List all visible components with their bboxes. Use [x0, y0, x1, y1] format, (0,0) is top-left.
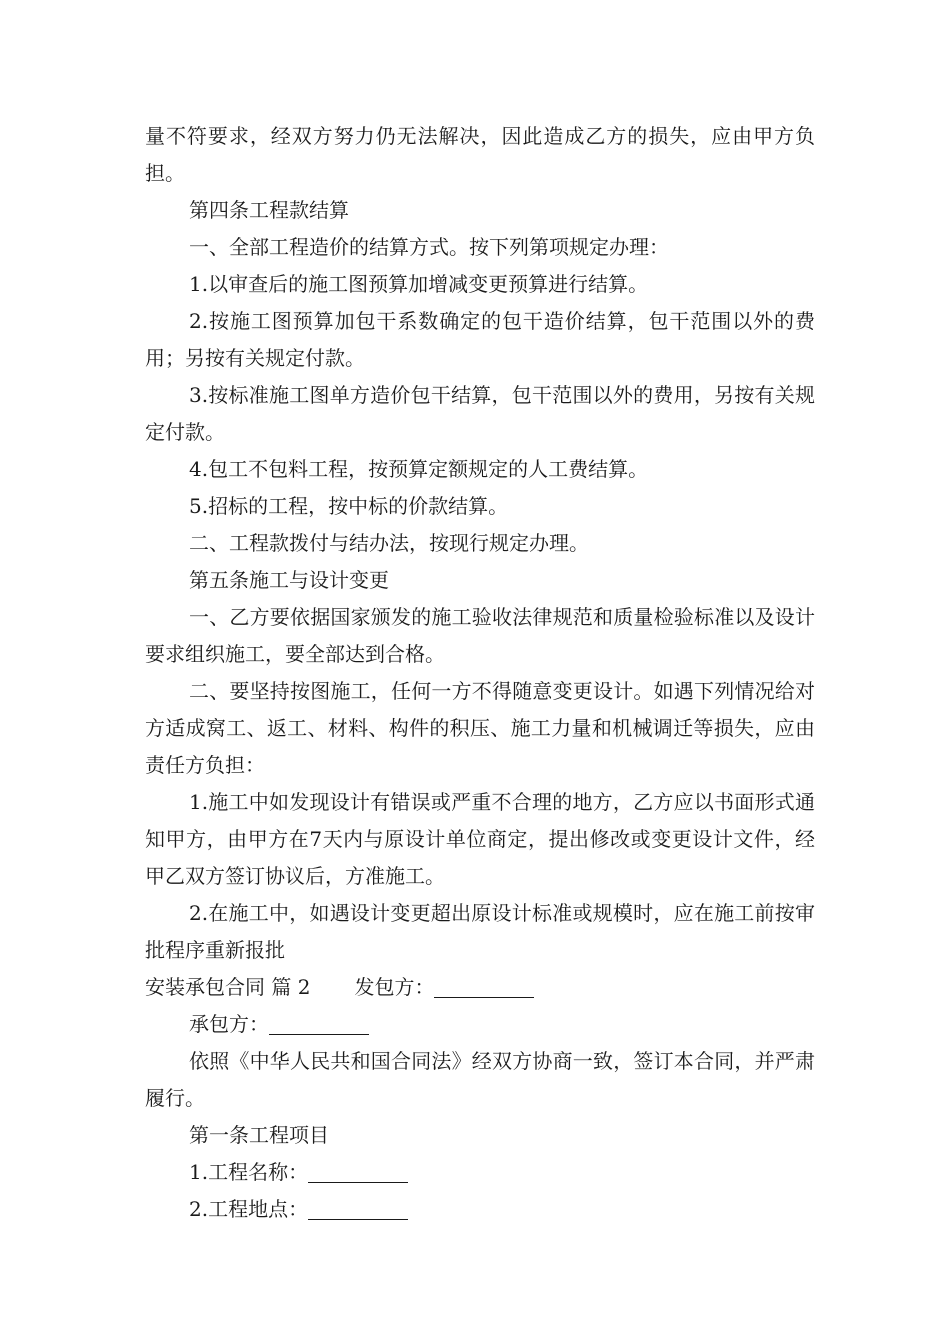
- project-name-blank-field: [308, 1160, 408, 1183]
- contract-section-heading: [145, 969, 815, 1006]
- paragraph: 一、全部工程造价的结算方式。按下列第项规定办理：: [189, 235, 669, 259]
- article-heading: 第一条工程项目: [189, 1123, 329, 1147]
- list-item: 1.以审查后的施工图预算加增减变更预算进行结算。: [189, 272, 649, 296]
- paragraph: 依照《中华人民共和国合同法》经双方协商一致，签订本合同，并严肃履行。: [145, 1049, 815, 1110]
- list-item: 4.包工不包料工程，按预算定额规定的人工费结算。: [189, 457, 649, 481]
- contractor-label: 承包方：: [189, 1012, 269, 1036]
- article-heading: 第五条施工与设计变更: [189, 568, 389, 592]
- contract-title: 安装承包合同 篇 2: [145, 975, 311, 999]
- paragraph: 二、要坚持按图施工，任何一方不得随意变更设计。如遇下列情况给对方适成窝工、返工、材料、构件的积压、施工力量和机械调迁等损失，应由责任方负担：: [145, 679, 815, 777]
- list-item: 2.按施工图预算加包干系数确定的包干造价结算，包干范围以外的费用；另按有关规定付款。: [145, 309, 815, 370]
- list-item: 2.在施工中，如遇设计变更超出原设计标准或规模时，应在施工前按审批程序重新报批: [145, 901, 815, 962]
- project-location-line: [145, 1191, 815, 1228]
- paragraph: 量不符要求，经双方努力仍无法解决，因此造成乙方的损失，应由甲方负担。: [145, 124, 815, 185]
- employer-label: 发包方：: [354, 975, 435, 999]
- project-name-label: 1.工程名称：: [189, 1160, 309, 1184]
- employer-blank-field: [434, 975, 534, 998]
- contractor-line: [145, 1006, 815, 1043]
- list-item: 1.施工中如发现设计有错误或严重不合理的地方，乙方应以书面形式通知甲方，由甲方在7天内与原设计单位商定，提出修改或变更设计文件，经甲乙双方签订协议后，方准施工。: [145, 790, 815, 888]
- document-body: [145, 118, 815, 1228]
- article-heading: 第四条工程款结算: [189, 198, 349, 222]
- project-name-line: [145, 1154, 815, 1191]
- paragraph: 一、乙方要依据国家颁发的施工验收法律规范和质量检验标准以及设计要求组织施工，要全部达到合格。: [145, 605, 815, 666]
- list-item: 5.招标的工程，按中标的价款结算。: [189, 494, 509, 518]
- project-location-label: 2.工程地点：: [189, 1197, 309, 1221]
- list-item: 3.按标准施工图单方造价包干结算，包干范围以外的费用，另按有关规定付款。: [145, 383, 815, 444]
- contractor-blank-field: [269, 1012, 369, 1035]
- paragraph: 二、工程款拨付与结办法，按现行规定办理。: [189, 531, 589, 555]
- project-location-blank-field: [308, 1197, 408, 1220]
